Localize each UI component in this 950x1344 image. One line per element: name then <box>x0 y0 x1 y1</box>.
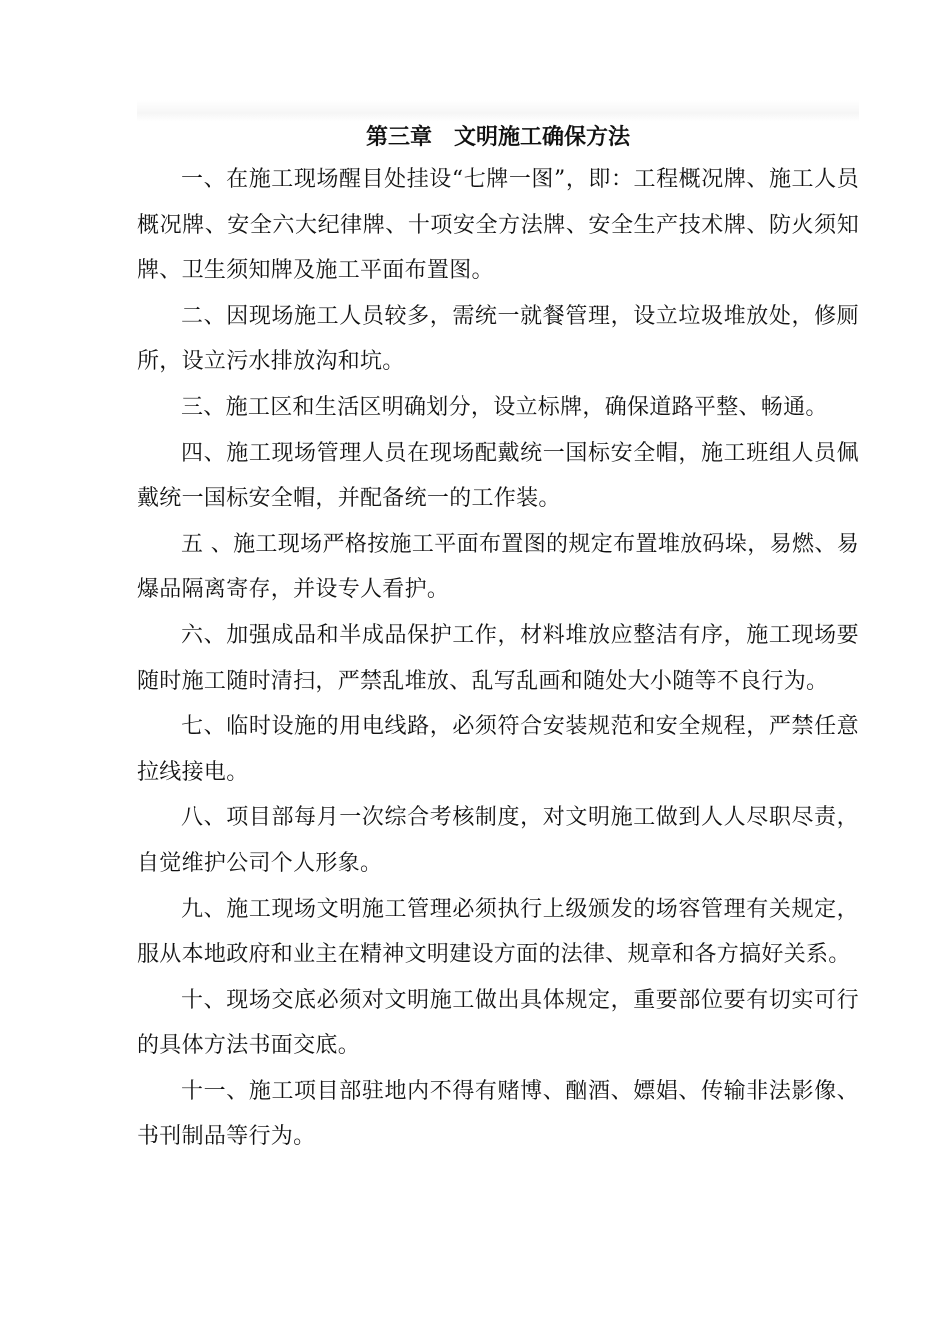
paragraph-11: 十一、施工项目部驻地内不得有赌博、酗酒、嫖娼、传输非法影像、书刊制品等行为。 <box>137 1078 859 1150</box>
header-band <box>137 100 859 122</box>
paragraph-6: 六、加强成品和半成品保护工作，材料堆放应整洁有序，施工现场要随时施工随时清扫，严禁乱堆放、乱写乱画和随处大小随等不良行为。 <box>137 622 859 694</box>
document-body <box>137 122 859 1160</box>
paragraph-9: 九、施工现场文明施工管理必须执行上级颁发的场容管理有关规定，服从本地政府和业主在精神文明建设方面的法律、规章和各方搞好关系。 <box>137 896 859 968</box>
paragraph-2: 二、因现场施工人员较多，需统一就餐管理，设立垃圾堆放处，修厕所，设立污水排放沟和坑。 <box>137 303 859 375</box>
paragraph-5: 五 、施工现场严格按施工平面布置图的规定布置堆放码垛，易燃、易爆品隔离寄存，并设专人看护。 <box>137 531 859 603</box>
paragraph-8: 八、项目部每月一次综合考核制度，对文明施工做到人人尽职尽责，自觉维护公司个人形象。 <box>137 805 859 876</box>
paragraph-10: 十、现场交底必须对文明施工做出具体规定，重要部位要有切实可行的具体方法书面交底。 <box>137 987 859 1059</box>
paragraph-4: 四、施工现场管理人员在现场配戴统一国标安全帽，施工班组人员佩戴统一国标安全帽，并配备统一的工作装。 <box>137 440 859 512</box>
paragraph-7: 七、临时设施的用电线路，必须符合安装规范和安全规程，严禁任意拉线接电。 <box>137 714 859 785</box>
chapter-title: 第三章 文明施工确保方法 <box>365 124 630 150</box>
paragraph-3: 三、施工区和生活区明确划分，设立标牌，确保道路平整、畅通。 <box>181 394 828 420</box>
paragraph-1: 一、在施工现场醒目处挂设“七牌一图”，即：工程概况牌、施工人员概况牌、安全六大纪律牌、十项安全方法牌、安全生产技术牌、防火须知牌、卫生须知牌及施工平面布置图。 <box>137 167 859 284</box>
